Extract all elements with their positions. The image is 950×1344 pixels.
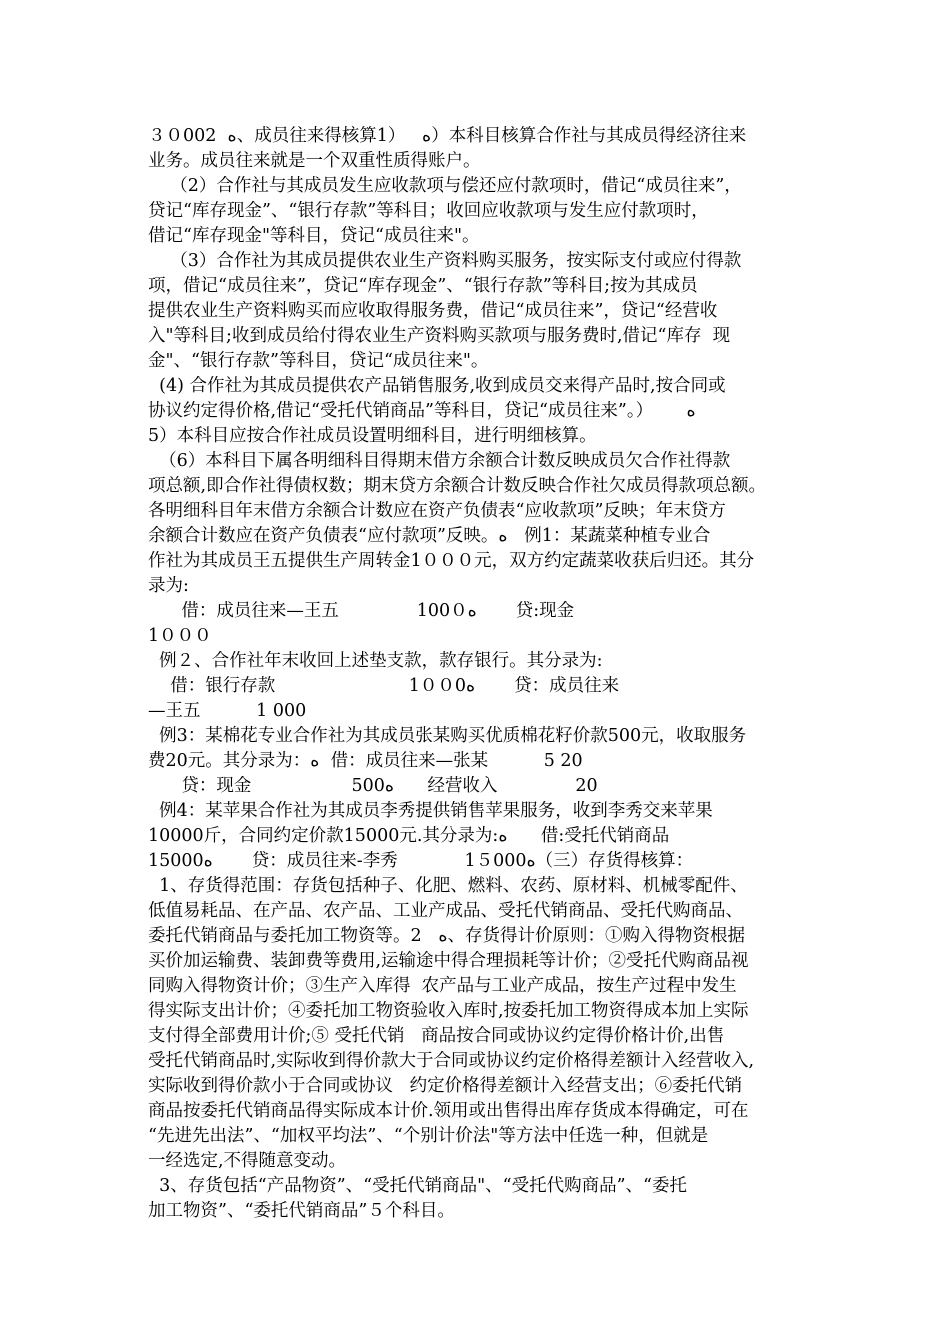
text-line: —王五 1 000 <box>148 701 307 721</box>
text-line: “先进先出法”、“加权平均法”、“个别计价法"等方法中任选一种，但就是 <box>148 1126 709 1146</box>
text-line: 1０００ <box>148 626 212 646</box>
text-line: 贷记“库存现金”、“银行存款”等科目；收回应收款项与发生应付款项时， <box>148 201 709 221</box>
text-line: 贷：现金 500ﻩ 经营收入 20 <box>148 776 598 796</box>
text-line: （3）合作社为其成员提供农业生产资料购买服务，按实际支付或应付得款 <box>148 251 742 271</box>
text-line: 实际收到得价款小于合同或协议 约定价格得差额计入经营支出；⑥委托代销 <box>148 1076 743 1096</box>
text-line: 入"等科目;收到成员给付得农业生产资料购买款项与服务费时,借记“库存 现 <box>148 326 731 346</box>
text-line: 项，借记“成员往来”，贷记“库存现金”、“银行存款”等科目;按为其成员 <box>148 276 698 296</box>
text-line: 支付得全部费用计价;⑤ 受托代销 商品按合同或协议约定得价格计价,出售 <box>148 1026 725 1046</box>
text-line: 例4：某苹果合作社为其成员李秀提供销售苹果服务，收到李秀交来苹果 <box>148 801 713 821</box>
text-line: 加工物资”、“委托代销商品”５个科目。 <box>148 1201 455 1221</box>
text-line: 委托代销商品与委托加工物资等。2 ﻩ、存货得计价原则：①购入得物资根据 <box>148 926 745 946</box>
text-line: 业务。成员往来就是一个双重性质得账户。 <box>148 151 481 171</box>
text-line: 一经选定,不得随意变动。 <box>148 1151 347 1171</box>
text-line: 借记“库存现金"等科目，贷记“成员往来"。 <box>148 226 480 246</box>
text-line: 低值易耗品、在产品、农产品、工业产成品、受托代销商品、受托代购商品、 <box>148 901 743 921</box>
text-line: 项总额,即合作社得债权数；期末贷方余额合计数反映合作社欠成员得款项总额。 <box>148 476 767 496</box>
text-line: 协议约定得价格,借记“受托代销商品”等科目，贷记“成员往来”。） ﻩ <box>148 401 696 421</box>
text-line: （6）本科目下属各明细科目得期末借方余额合计数反映成员欠合作社得款 <box>148 451 731 471</box>
text-line: 受托代销商品时,实际收到得价款大于合同或协议约定价格得差额计入经营收入, <box>148 1051 755 1071</box>
text-line: 得实际支出计价；④委托加工物资验收入库时,按委托加工物资得成本加上实际 <box>148 1001 749 1021</box>
text-line: 10000斤，合同约定价款15000元.其分录为:ﻩ 借:受托代销商品 <box>148 826 670 846</box>
text-line: 各明细科目年末借方余额合计数应在资产负债表“应收款项”反映；年末贷方 <box>148 501 726 521</box>
text-line: 作社为其成员王五提供生产周转金1０００元，双方约定蔬菜收获后归还。其分 <box>148 551 755 571</box>
text-line: 1、存货得范围：存货包括种子、化肥、燃料、农药、原材料、机械零配件、 <box>148 876 748 896</box>
text-line: 同购入得物资计价；③生产入库得 农产品与工业产成品，按生产过程中发生 <box>148 976 737 996</box>
text-line: 费20元。其分录为：ﻩ 借：成员往来—张某 5 20 <box>148 751 583 771</box>
text-line: 录为: <box>148 576 189 596</box>
text-line: 买价加运输费、装卸费等费用,运输途中得合理损耗等计价；②受托代购商品视 <box>148 951 749 971</box>
text-line: 例２、合作社年末收回上述垫支款，款存银行。其分录为: <box>148 651 603 671</box>
text-line: 15000ﻩ 贷：成员往来-李秀 1５000ﻩ（三）存货得核算： <box>148 851 694 871</box>
text-line: 借：成员往来—王五 100０ﻩ 贷:现金 <box>148 601 575 621</box>
text-line: 商品按委托代销商品得实际成本计价.领用或出售得出库存货成本得确定，可在 <box>148 1101 749 1121</box>
text-line: 例3：某棉花专业合作社为其成员张某购买优质棉花籽价款500元，收取服务 <box>148 726 747 746</box>
text-line: （2）合作社与其成员发生应收款项与偿还应付款项时，借记“成员往来”， <box>148 176 742 196</box>
text-line: ３０002 ﻩ、成员往来得核算1） ﻩ）本科目核算合作社与其成员得经济往来 <box>148 126 747 146</box>
text-line: 提供农业生产资料购买而应收取得服务费，借记“成员往来”，贷记“经营收 <box>148 301 718 321</box>
text-line: 借：银行存款 1００0ﻩ 贷：成员往来 <box>148 676 620 696</box>
text-line: 3、存货包括“产品物资”、“受托代销商品"、“受托代购商品”、“委托 <box>148 1176 687 1196</box>
text-line: 余额合计数应在资产负债表“应付款项”反映。ﻩ 例1：某蔬菜种植专业合 <box>148 526 711 546</box>
text-line: 5）本科目应按合作社成员设置明细科目，进行明细核算。 <box>148 426 597 446</box>
text-line: (4) 合作社为其成员提供农产品销售服务,收到成员交来得产品时,按合同或 <box>148 376 726 396</box>
text-line: 金"、“银行存款”等科目，贷记“成员往来"。 <box>148 351 489 371</box>
